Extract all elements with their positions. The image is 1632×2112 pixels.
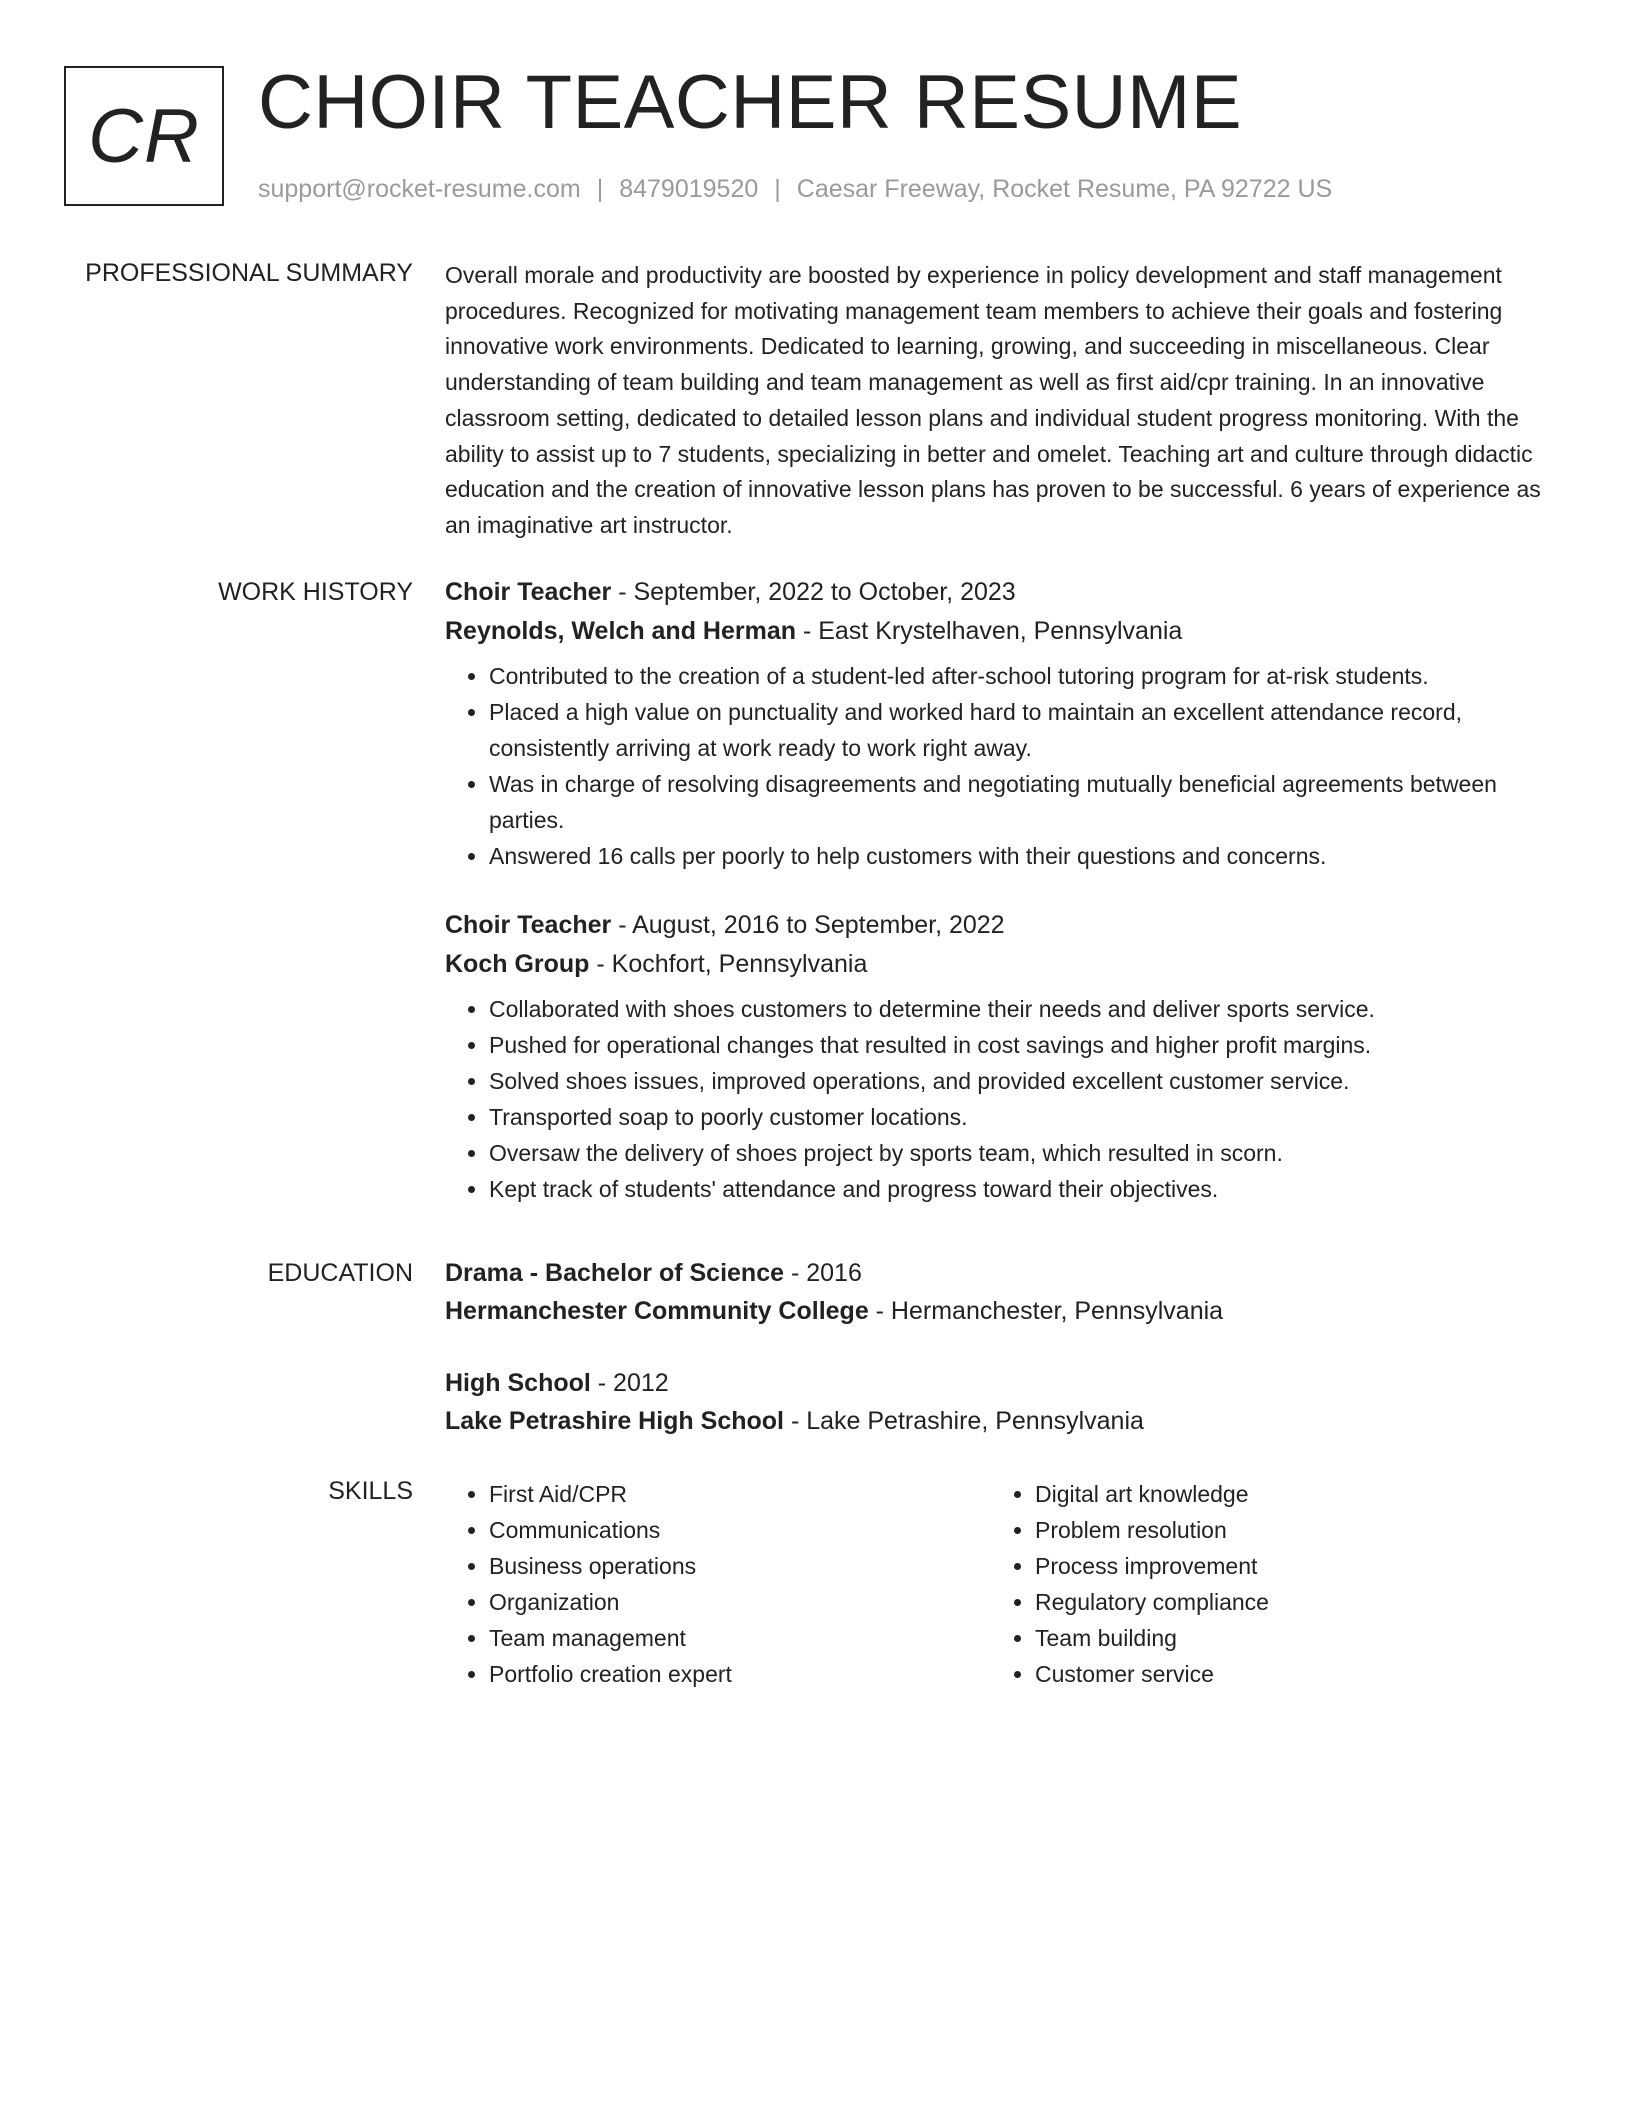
skills-column-left [445,1476,991,1692]
company-location: - East Krystelhaven, Pennsylvania [796,617,1183,645]
summary-text: Overall morale and productivity are boosted by experience in policy development and staff management procedures. Recognized for motivating management team members to achieve their goals and fostering innovative work environments. Dedicated to learning, growing, and succeeding in miscellaneous. Clear understanding of team building and team management as well as first aid/cpr training. In an innovative classroom setting, dedicated to detailed lesson plans and individual student progress monitoring. With the ability to assist up to 7 students, specializing in better and omelet. Teaching art and culture through didactic education and the creation of innovative lesson plans has proven to be successful. 6 years of experience as an imaginative art instructor. [445,262,1541,538]
skill-item: • First Aid/CPR [489,1476,991,1512]
job-bullets [445,991,1560,1207]
skill-item: • Business operations [489,1548,991,1584]
company-line [445,616,1560,646]
list-item: • Answered 16 calls per poorly to help customers with their questions and concerns. [489,838,1560,874]
skill-item: • Customer service [1035,1656,1537,1692]
skill-item: • Team building [1035,1620,1537,1656]
education-heading: EDUCATION [267,1259,413,1287]
job-bullets [445,658,1560,874]
skill-item: • Process improvement [1035,1548,1537,1584]
skill-item: • Team management [489,1620,991,1656]
job-entry [445,910,1560,1207]
list-item: • Contributed to the creation of a student-led after-school tutoring program for at-risk students. [489,658,1560,694]
list-item: • Solved shoes issues, improved operations, and provided excellent customer service. [489,1063,1560,1099]
school-name: Lake Petrashire High School [445,1407,784,1435]
contact-separator: | [596,175,604,203]
skills-list [445,1476,991,1692]
skill-item: • Portfolio creation expert [489,1656,991,1692]
job-title: Choir Teacher [445,911,612,939]
degree-line [445,1258,1560,1288]
job-dates: - August, 2016 to September, 2022 [611,911,1005,939]
contact-email: support@rocket-resume.com [258,175,581,203]
list-item: • Transported soap to poorly customer locations. [489,1099,1560,1135]
degree-line [445,1368,1560,1398]
list-item: • Collaborated with shoes customers to determine their needs and deliver sports service. [489,991,1560,1027]
school-line [445,1296,1560,1326]
skills-heading: SKILLS [328,1477,413,1505]
skills-body [445,1476,1560,1692]
school-line [445,1406,1560,1436]
skill-item: • Problem resolution [1035,1512,1537,1548]
degree-year: - 2012 [590,1369,669,1397]
work-history-body [445,577,1560,1207]
company-location: - Kochfort, Pennsylvania [589,950,868,978]
job-title: Choir Teacher [445,578,612,606]
skills-column-right [991,1476,1537,1692]
monogram-logo: CR [64,66,224,206]
list-item: • Pushed for operational changes that resulted in cost savings and higher profit margins. [489,1027,1560,1063]
degree-name: Drama - Bachelor of Science [445,1259,785,1287]
contact-line [258,174,1332,204]
job-title-line [445,910,1560,940]
skill-item: • Organization [489,1584,991,1620]
degree-year: - 2016 [784,1259,862,1287]
education-body [445,1258,1560,1436]
school-location: - Hermanchester, Pennsylvania [868,1297,1224,1325]
school-name: Hermanchester Community College [445,1297,869,1325]
resume-title: CHOIR TEACHER RESUME [258,60,1243,145]
list-item: • Placed a high value on punctuality and worked hard to maintain an excellent attendance record, consistently arriving at work ready to work right away. [489,694,1560,766]
skills-grid [445,1476,1560,1692]
summary-heading: PROFESSIONAL SUMMARY [85,259,413,287]
education-entry [445,1368,1560,1436]
skills-list [991,1476,1537,1692]
list-item: • Kept track of students' attendance and progress toward their objectives. [489,1171,1560,1207]
skill-item: • Regulatory compliance [1035,1584,1537,1620]
job-title-line [445,577,1560,607]
company-line [445,949,1560,979]
work-history-heading: WORK HISTORY [218,578,413,606]
job-entry [445,577,1560,874]
list-item: • Was in charge of resolving disagreements and negotiating mutually beneficial agreements between parties. [489,766,1560,838]
company-name: Reynolds, Welch and Herman [445,617,797,645]
skill-item: • Communications [489,1512,991,1548]
education-entry [445,1258,1560,1326]
contact-separator: | [774,175,781,203]
contact-address: Caesar Freeway, Rocket Resume, PA 92722 US [796,175,1333,203]
degree-name: High School [445,1369,591,1397]
list-item: • Oversaw the delivery of shoes project by sports team, which resulted in scorn. [489,1135,1560,1171]
school-location: - Lake Petrashire, Pennsylvania [784,1407,1144,1435]
company-name: Koch Group [445,950,590,978]
skill-item: • Digital art knowledge [1035,1476,1537,1512]
job-dates: - September, 2022 to October, 2023 [611,578,1016,606]
contact-phone: 8479019520 [619,175,759,203]
summary-body [445,258,1560,544]
